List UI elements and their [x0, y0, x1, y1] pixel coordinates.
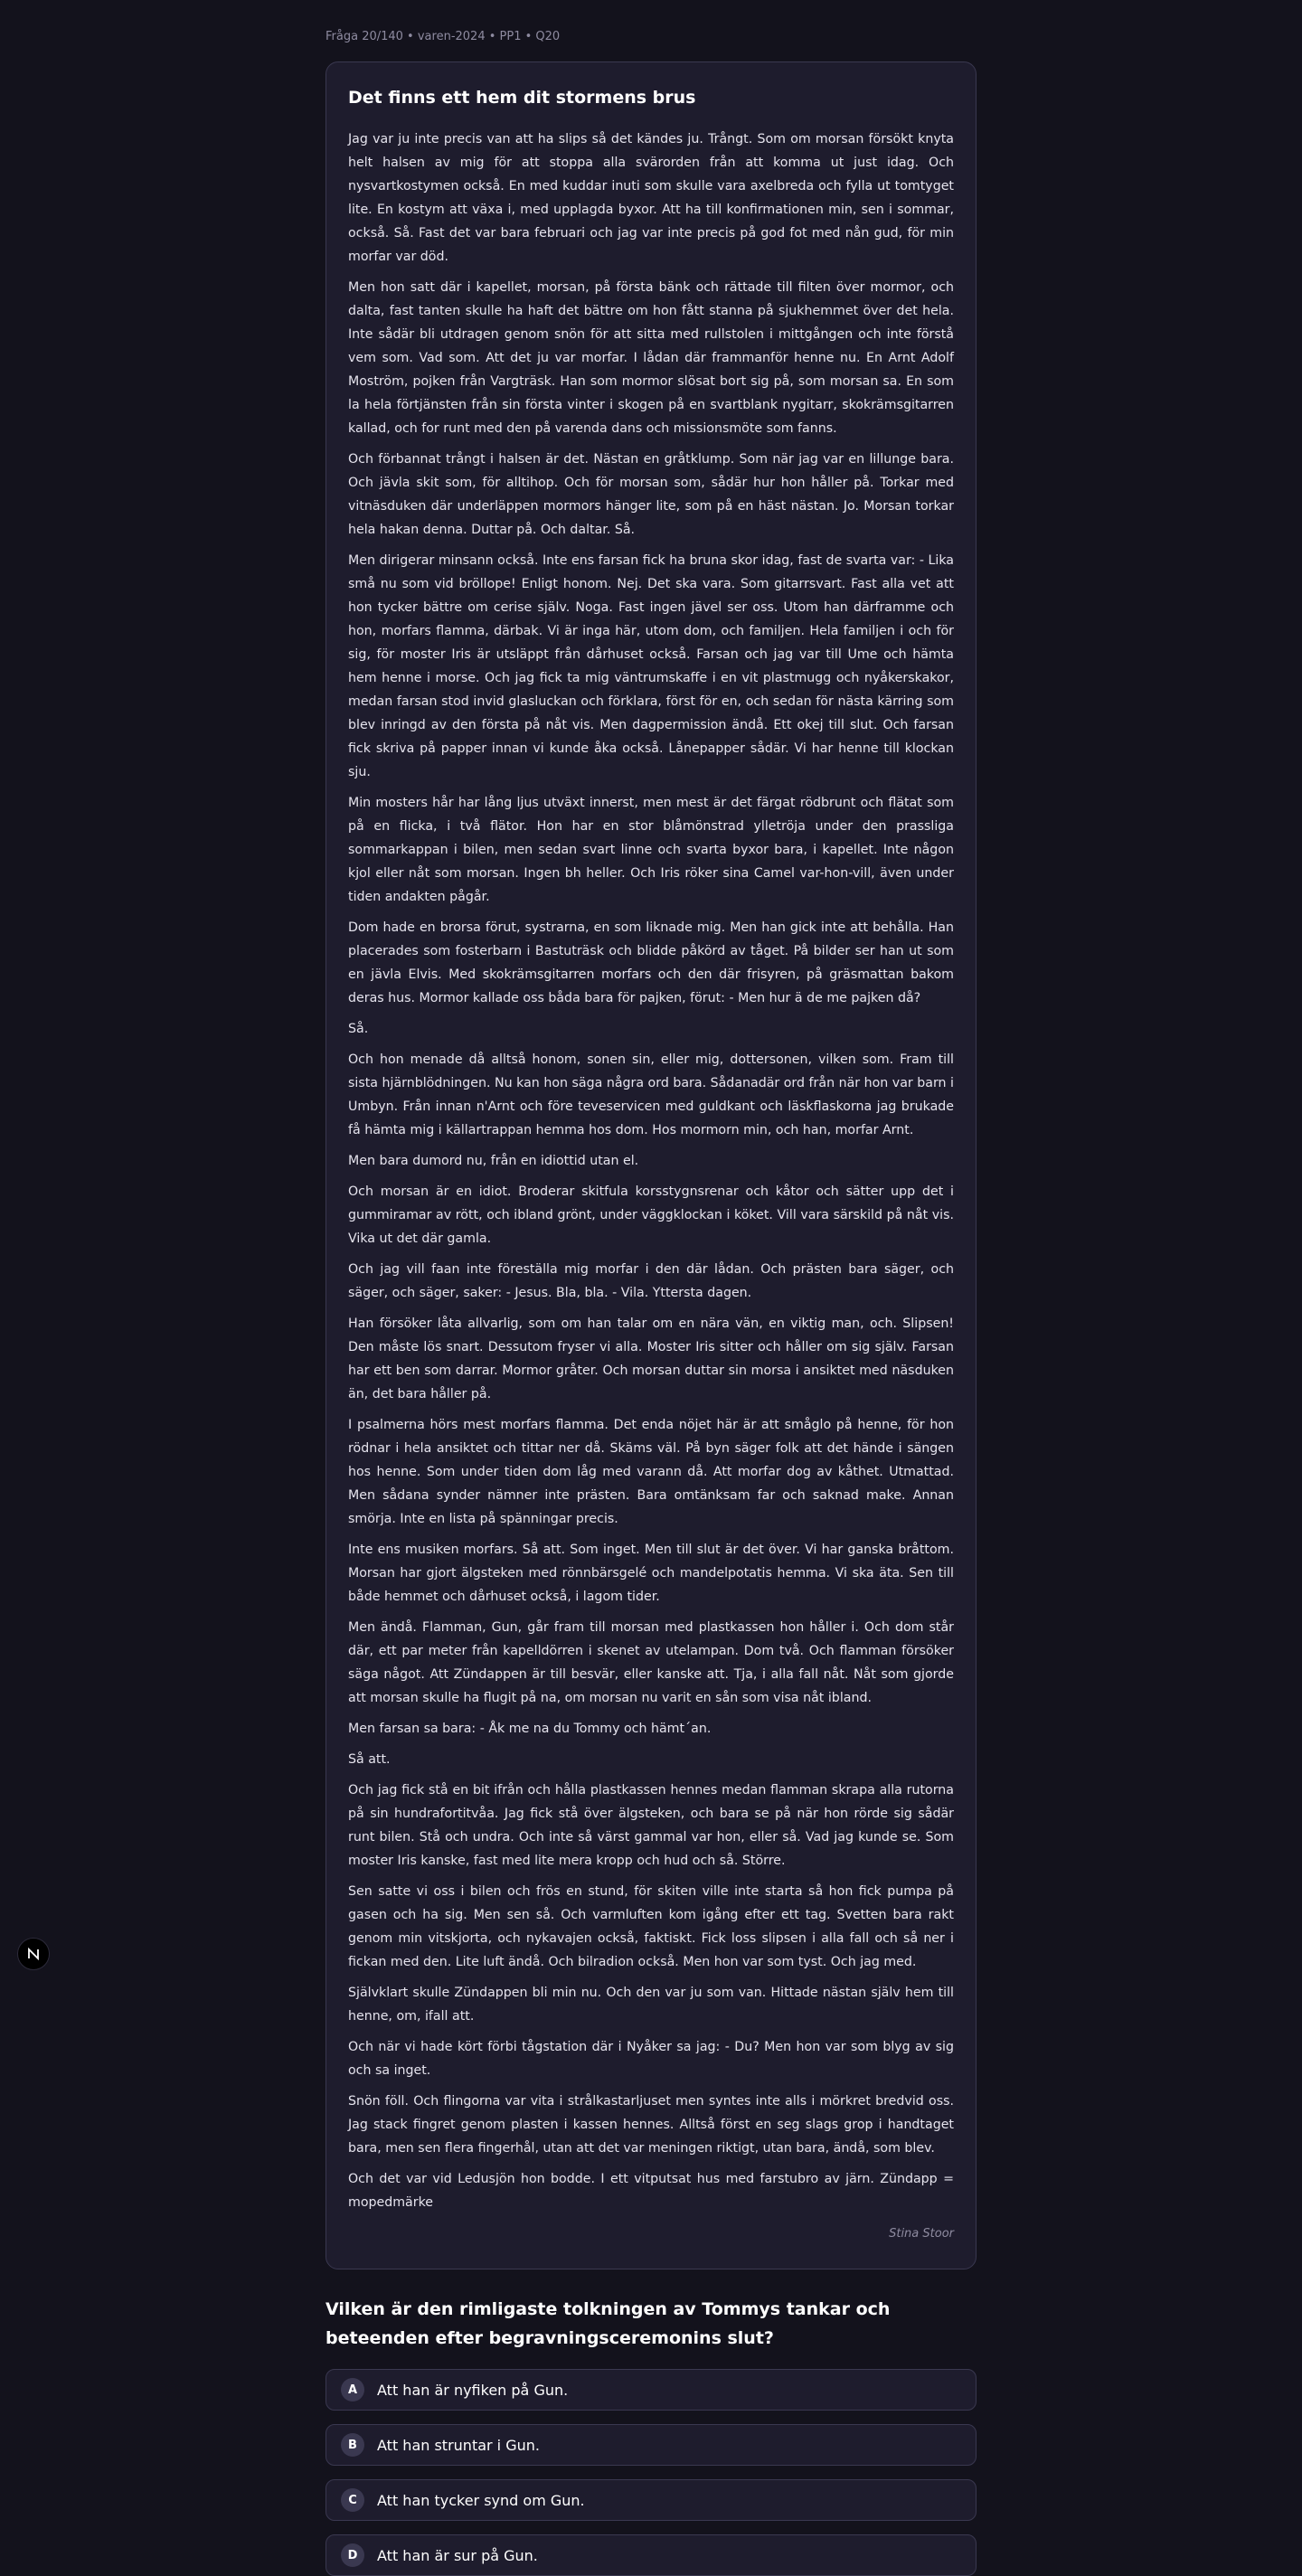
passage-paragraph: Så att.: [348, 1752, 391, 1767]
answer-option-c[interactable]: [326, 2479, 976, 2521]
option-letter-badge: B: [341, 2433, 364, 2457]
answer-option-d[interactable]: [326, 2534, 976, 2576]
passage-paragraph: Och jag vill faan inte föreställa mig morfar i den där lådan. Och prästen bara säger, och säger, och säger, saker: - Jesus. Bla, bla. - Vila. Yttersta dagen.: [348, 1262, 954, 1300]
passage-paragraph: Och hon menade då alltså honom, sonen sin, eller mig, dottersonen, vilken som. Fram till sista hjärnblödningen. Nu kan hon säga några ord bara. Sådanadär ord från när hon var barn i Umbyn. Från innan n'Arnt och före teveservicen med guldkant och läskflaskorna jag brukade få hämta mig i källartrappan hemma hos dom. Hos mormorn min, och han, morfar Arnt.: [348, 1052, 954, 1137]
passage-paragraph: Självklart skulle Zündappen bli min nu. Och den var ju som van. Hittade nästan själv hem till henne, om, ifall att.: [348, 1986, 954, 2024]
passage-title: Det finns ett hem dit stormens brus: [348, 88, 696, 108]
passage-paragraph: Men bara dumord nu, från en idiottid utan el.: [348, 1154, 639, 1168]
option-label: Att han tycker synd om Gun.: [377, 2491, 585, 2509]
passage-paragraph: I psalmerna hörs mest morfars flamma. Det enda nöjet här är att småglo på henne, för hon rödnar i hela ansiktet och tittar ner då. Skäms väl. På byn säger folk att det hände i sängen hos henne. Som under tiden dom låg med varann då. Att morfar dog av kåthet. Utmattad. Men sådana synder nämner inte prästen. Bara omtänksam far och saknad make. Annan smörja. Inte en lista på spänningar precis.: [348, 1418, 954, 1526]
answer-options: [326, 2369, 976, 2576]
passage-paragraph: Och när vi hade kört förbi tågstation där i Nyåker sa jag: - Du? Men hon var som blyg av sig och sa inget.: [348, 2040, 954, 2078]
passage-paragraph: Min mosters hår har lång ljus utväxt innerst, men mest är det färgat rödbrunt och flätat som på en flicka, i två flätor. Hon har en stor blåmönstrad ylletröja under den prassliga sommarkappan i bilen, men sedan svart linne och svarta byxor bara, i kapellet. Inte någon kjol eller nåt som morsan. Ingen bh heller. Och Iris röker sina Camel var-hon-vill, även under tiden andakten pågår.: [348, 796, 954, 904]
n-logo-icon[interactable]: [17, 1938, 50, 1970]
option-letter-badge: D: [341, 2543, 364, 2567]
question-text: Vilken är den rimligaste tolkningen av Tommys tankar och beteenden efter begravningsceremonins slut?: [326, 2299, 891, 2348]
passage-paragraph: Inte ens musiken morfars. Så att. Som inget. Men till slut är det över. Vi har ganska bråttom. Morsan har gjort älgsteken med rönnbärsgelé och mandelpotatis hemma. Vi ska äta. Sen till både hemmet och dårhuset också, i lagom tider.: [348, 1543, 954, 1604]
passage-paragraph: Men farsan sa bara: - Åk me na du Tommy och hämt´an.: [348, 1722, 712, 1736]
question-meta: Fråga 20/140 • varen-2024 • PP1 • Q20: [326, 30, 561, 43]
option-letter-badge: C: [341, 2488, 364, 2512]
passage-paragraph: Sen satte vi oss i bilen och frös en stund, för skiten ville inte starta så hon fick pumpa på gasen och ha sig. Men sen så. Och varmluften kom igång efter ett tag. Svetten bara rakt genom min vitskjorta, och nykavajen också, faktiskt. Fick loss slipsen i alla fall och så ner i fickan med den. Lite luft ändå. Och bilradion också. Men hon var som tyst. Och jag med.: [348, 1884, 954, 1969]
passage-author: Stina Stoor: [889, 2227, 954, 2241]
passage-paragraph: Men hon satt där i kapellet, morsan, på första bänk och rättade till filten över mormor, och dalta, fast tanten skulle ha haft det bättre om hon fått stanna på sjukhemmet över det hela. Inte sådär bli utdragen genom snön för att sitta med rullstolen i mittgången och inte förstå vem som. Vad som. Att det ju var morfar. I lådan där frammanför henne nu. En Arnt Adolf Moström, pojken från Vargträsk. Han som mormor slösat bort sig på, som morsan sa. En som la hela förtjänsten från sin första vinter i skogen på en svartblank nygitarr, skokrämsgitarren kallad, och for runt med den på varenda dans och missionsmöte som fanns.: [348, 280, 954, 436]
option-label: Att han struntar i Gun.: [377, 2436, 540, 2454]
passage-paragraph: Jag var ju inte precis van att ha slips så det kändes ju. Trångt. Som om morsan försökt knyta helt halsen av mig för att stoppa alla svärorden från att komma ut just idag. Och nysvartkostymen också. En med kuddar inuti som skulle vara axelbreda och fylla ut tomtyget lite. En kostym att växa i, med upplagda byxor. Att ha till konfirmationen min, sen i sommar, också. Så. Fast det var bara februari och jag var inte precis på god fot med nån gud, för min morfar var död.: [348, 132, 954, 264]
passage-paragraph: Och förbannat trångt i halsen är det. Nästan en gråtklump. Som när jag var en lillunge bara. Och jävla skit som, för alltihop. Och för morsan som, sådär hur hon håller på. Torkar med vitnäsduken där underläppen mormors hänger lite, som på en häst nästan. Jo. Morsan torkar hela hakan denna. Duttar på. Och daltar. Så.: [348, 452, 954, 537]
page-container: [326, 0, 976, 2576]
answer-option-a[interactable]: [326, 2369, 976, 2411]
passage-body: [348, 127, 954, 2214]
passage-paragraph: Och jag fick stå en bit ifrån och hålla plastkassen hennes medan flamman skrapa alla rutorna på sin hundrafortitvåa. Jag fick stå över älgsteken, och bara se på när hon rörde sig sådär runt bilen. Stå och undra. Och inte så värst gammal var hon, eller så. Vad jag kunde se. Som moster Iris kanske, fast med lite mera kropp och hud och så. Större.: [348, 1783, 954, 1868]
option-label: Att han är sur på Gun.: [377, 2546, 538, 2564]
answer-option-b[interactable]: [326, 2424, 976, 2466]
passage-paragraph: Snön föll. Och flingorna var vita i strålkastarljuset men syntes inte alls i mörkret bredvid oss. Jag stack fingret genom plasten i kassen hennes. Alltså först en seg slags grop i handtaget bara, men sen flera fingerhål, utan att det var meningen riktigt, utan bara, ändå, som blev.: [348, 2094, 954, 2156]
passage-paragraph: Dom hade en brorsa förut, systrarna, en som liknade mig. Men han gick inte att behålla. Han placerades som fosterbarn i Bastuträsk och blidde påkörd av tåget. På bilder ser han ut som en jävla Elvis. Med skokrämsgitarren morfars och den där frisyren, på gräsmattan bakom deras hus. Mormor kallade oss båda bara för pajken, förut: - Men hur ä de me pajken då?: [348, 920, 954, 1005]
n-logo-glyph: [27, 1948, 40, 1960]
passage-paragraph: Så.: [348, 1022, 369, 1036]
option-letter-badge: A: [341, 2378, 364, 2401]
passage-paragraph: Och det var vid Ledusjön hon bodde. I ett vitputsat hus med farstubro av järn. Zündapp = mopedmärke: [348, 2172, 954, 2210]
passage-paragraph: Men dirigerar minsann också. Inte ens farsan fick ha bruna skor idag, fast de svarta var: - Lika små nu som vid bröllope! Enligt honom. Nej. Det ska vara. Som gitarrsvart. Fast alla vet att hon tycker bättre om cerise själv. Noga. Fast ingen jävel ser oss. Utom han därframme och hon, morfars flamma, därbak. Vi är inga här, utom dom, och familjen. Hela familjen i och för sig, för moster Iris är utsläppt från dårhuset också. Farsan och jag var till Ume och hämta hem henne i morse. Och jag fick ta mig väntrumskaffe i en vit plastmugg och nyåkerskakor, medan farsan stod invid glasluckan och förklara, först för en, och sedan för nästa kärring som blev inringd av den första på nåt vis. Men dagpermission ändå. Ett okej till slut. Och farsan fick skriva på papper innan vi kunde åka också. Lånepapper sådär. Vi har henne till klockan sju.: [348, 553, 954, 779]
option-label: Att han är nyfiken på Gun.: [377, 2381, 569, 2399]
passage-paragraph: Men ändå. Flamman, Gun, går fram till morsan med plastkassen hon håller i. Och dom står där, ett par meter från kapelldörren i skenet av utelampan. Dom två. Och flamman försöker säga något. Att Zündappen är till besvär, eller kanske att. Tja, i alla fall nåt. Nåt som gjorde att morsan skulle ha flugit på na, om morsan nu varit en sån som visa nåt ibland.: [348, 1620, 954, 1705]
passage-card: [326, 61, 976, 2269]
passage-paragraph: Och morsan är en idiot. Broderar skitfula korsstygnsrenar och kåtor och sätter upp det i gummiramar av rött, och ibland grönt, under väggklockan i köket. Vill vara särskild på nåt vis. Vika ut det där gamla.: [348, 1184, 954, 1246]
passage-paragraph: Han försöker låta allvarlig, som om han talar om en nära vän, en viktig man, och. Slipsen! Den måste lös snart. Dessutom fryser vi alla. Moster Iris sitter och håller om sig själv. Farsan har ett ben som darrar. Mormor gråter. Och morsan duttar sin morsa i ansiktet med näsduken än, det bara håller på.: [348, 1316, 954, 1401]
